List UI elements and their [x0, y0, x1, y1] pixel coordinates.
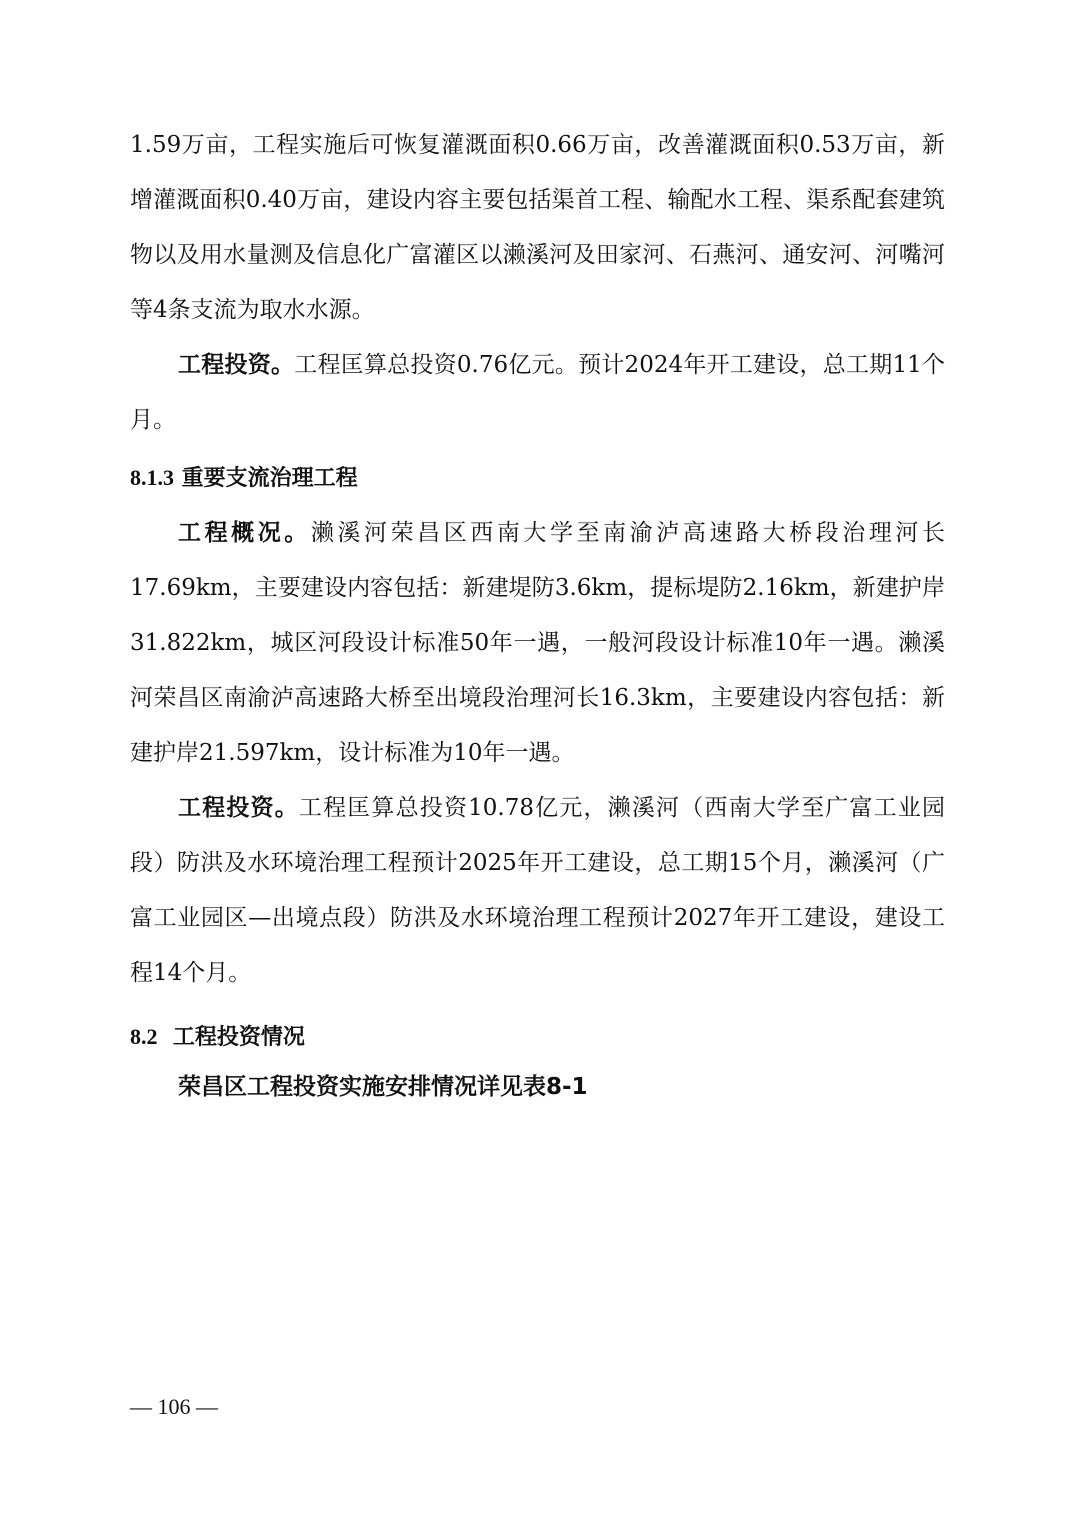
investment-1-body: 工程匡算总投资0.76亿元。预计2024年开工建设，总工期11个月。: [130, 352, 946, 433]
lead-investment-2: 工程投资。: [178, 795, 299, 821]
lead-investment-1: 工程投资。: [178, 352, 295, 378]
section-number-8-1-3: 8.1.3: [130, 465, 174, 490]
paragraph-irrigation-scope: 1.59万亩，工程实施后可恢复灌溉面积0.66万亩，改善灌溉面积0.53万亩，新增灌溉面积0.40万亩，建设内容主要包括渠首工程、输配水工程、渠系配套建筑物以及用水量测及信息化广富灌区以濑溪河及田家河、石燕河、通安河、河嘴河等4条支流为取水水源。: [130, 132, 945, 323]
section-heading-8-2: [130, 1009, 945, 1065]
section-heading-8-1-3: [130, 450, 945, 506]
investment-2-body: 工程匡算总投资10.78亿元，濑溪河（西南大学至广富工业园段）防洪及水环境治理工程预计2025年开工建设，总工期15个月，濑溪河（广富工业园区—出境点段）防洪及水环境治理工程预计2027年开工建设，建设工程14个月。: [130, 795, 945, 986]
document-body: [130, 118, 945, 1109]
paragraph-table-reference: 荣昌区工程投资实施安排情况详见表8-1: [178, 1074, 588, 1100]
overview-body: 濑溪河荣昌区西南大学至南渝泸高速路大桥段治理河长17.69km，主要建设内容包括：新建堤防3.6km，提标堤防2.16km，新建护岸31.822km，城区河段设计标准50年一遇，一般河段设计标准10年一遇。濑溪河荣昌区南渝泸高速路大桥至出境段治理河长16.3km，主要建设内容包括：新建护岸21.597km，设计标准为10年一遇。: [130, 520, 946, 766]
section-number-8-2: 8.2: [130, 1024, 158, 1049]
lead-overview: 工程概况。: [178, 520, 311, 546]
paragraph-investment-2: [130, 781, 945, 1001]
paragraph-investment-1: [130, 338, 945, 448]
paragraph-overview: [130, 506, 945, 781]
page-number: — 106 —: [130, 1394, 218, 1419]
section-title-8-2: 工程投资情况: [172, 1025, 305, 1050]
section-title-8-1-3: 重要支流治理工程: [181, 466, 358, 491]
